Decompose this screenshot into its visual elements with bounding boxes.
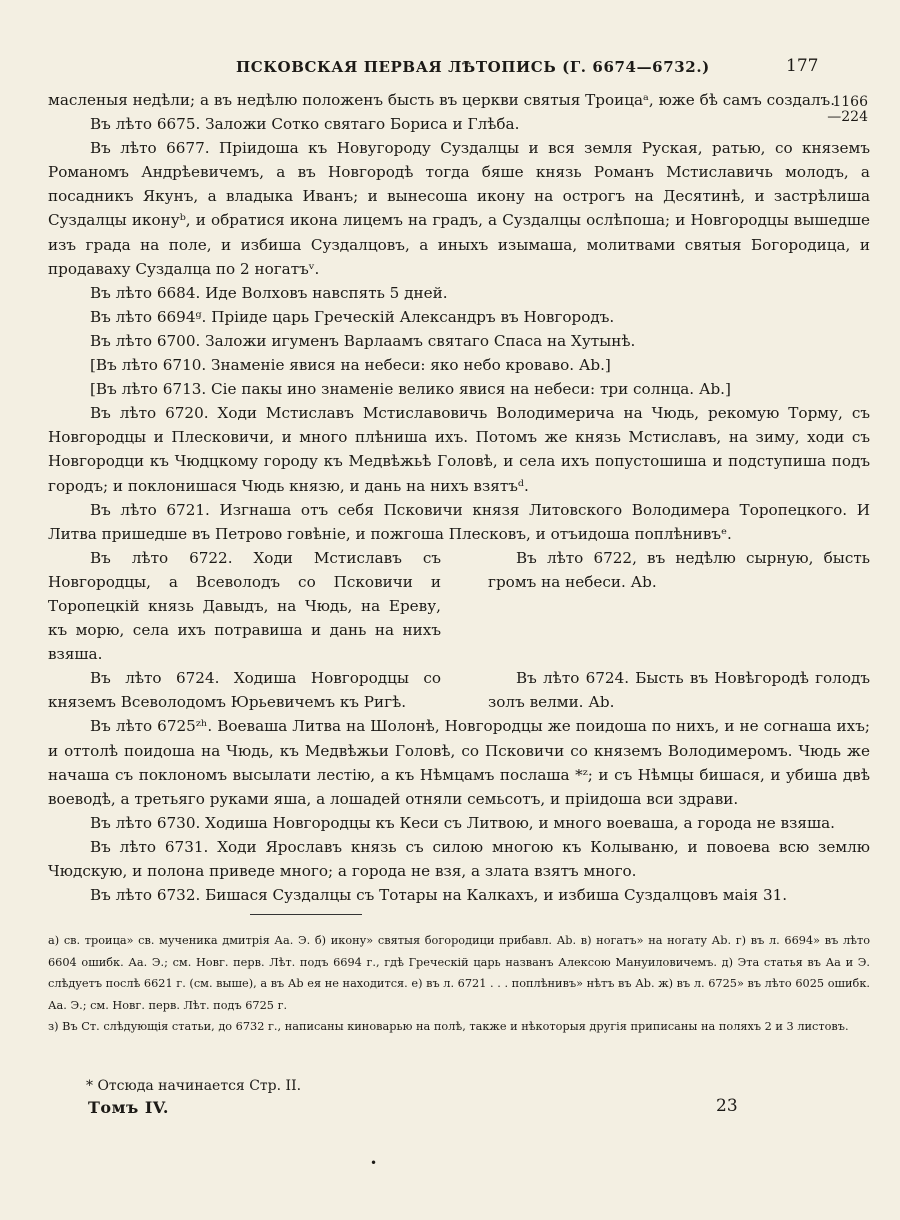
paragraph: Въ лѣто 6725ᶻʰ. Воеваша Литва на Шолонѣ, Новгородцы же поидоша по нихъ, и не согнаша ихъ; и оттолѣ поидоша на Чюдь, къ Медвѣжьи Головѣ, со Псковичи со княземъ Володимеромъ. Чюдь же начаша съ поклономъ высылати лестiю, а къ Нѣмцамъ послаша *ᶻ; и съ Нѣмцы бишася, и убиша двѣ воеводѣ, а третьяго руками яша, а лошадей отняли семьсотъ, и прiидоша вси здрави. (48, 717, 870, 808)
paragraph: Въ лѣто 6732. Бишася Суздалцы съ Тотары на Калкахъ, и избиша Суздалцовъ маiя 31. (90, 886, 788, 905)
footnotes (48, 930, 870, 1038)
paragraph: Въ лѣто 6730. Ходиша Новгородцы къ Кеси съ Литвою, и много воеваша, а города не взяша. (90, 813, 835, 832)
bottom-mark: • (370, 1156, 378, 1170)
two-column-block (48, 666, 870, 714)
paragraph: Въ лѣто 6731. Ходи Ярославъ князь съ силою многою къ Колываню, и повоева всю землю Чюдскую, и полона приведе много; а города не взя, а злата взятъ много. (48, 837, 870, 880)
volume-label: Томъ IV. (88, 1098, 169, 1117)
signature-mark: 23 (716, 1096, 738, 1116)
paragraph: Въ лѣто 6721. Изгнаша отъ себя Псковичи князя Литовского Володимера Торопецкого. И Литва пришедше въ Петрово говѣнiе, и пожгоша Плесковъ, и отъидоша поплѣнивъᵉ. (48, 500, 870, 543)
star-note: * Отсюда начинается Стр. II. (86, 1078, 302, 1094)
paragraph: Въ лѣто 6700. Заложи игуменъ Варлаамъ святаго Спаса на Хутынѣ. (90, 331, 636, 350)
right-column-entry: Въ лѣто 6722, въ недѣлю сырную, бысть громъ на небеси. Аb. (488, 548, 870, 591)
running-title: ПСКОВСКАЯ ПЕРВАЯ ЛѢТОПИСЬ (Г. 6674—6732.) (236, 58, 710, 76)
paragraph: [Въ лѣто 6710. Знаменiе явися на небеси: яко небо кроваво. Аb.] (90, 356, 611, 375)
paragraph: Въ лѣто 6677. Прiидоша къ Новугороду Суздалцы и вся земля Руская, ратью, со княземъ Романомъ Андрѣевичемъ, а въ Новгородѣ тогда бяше князь Романъ Мстиславичь молодъ, а посадникъ Якунъ, а владыка Иванъ; и вынесоша икону на острогъ на Десятинѣ, и застрѣлиша Суздалцы иконуᵇ, и обратися икона лицемъ на градъ, а Суздалцы ослѣпоша; и Новгородцы вышедше изъ града на поле, и избиша Суздалцовъ, а иныхъ изымаша, молитвами святыя Богородица, и продаваху Суздалца по 2 ногатъᵛ. (48, 139, 870, 278)
paragraph: [Въ лѣто 6713. Сiе пакы ино знаменiе велико явися на небеси: три солнца. Аb.] (90, 380, 731, 399)
paragraph: масленыя недѣли; а въ недѣлю положенъ бысть въ церкви святыя Троицаᵃ, юже бѣ самъ создалъ. (48, 91, 836, 109)
main-text (48, 88, 870, 907)
two-column-block (48, 546, 870, 666)
paragraph: Въ лѣто 6684. Иде Волховъ навспять 5 дней. (90, 283, 448, 302)
right-column-entry: Въ лѣто 6724. Бысть въ Новѣгородѣ голодъ золъ велми. Аb. (488, 669, 870, 712)
margin-year-top: 1166 (832, 94, 868, 110)
footnote: а) св. троица» св. мученика дмитрiя Аа. Э. б) икону» святыя богородици прибавл. Аb. в) ногатъ» на ногату Аb. г) въ л. 6694» въ лѣто 6604 ошибк. Аа. Э.; см. Новг. перв. Лѣт. подъ 6694 г., гдѣ Греческiй царь названъ Алексою Мануиловичемъ. д) Эта статья въ Аа и Э. слѣдуетъ послѣ 6621 г. (см. выше), а въ Аb ея не находится. е) въ л. 6721 . . . поплѣнивъ» нѣтъ въ Аb. ж) въ л. 6725» въ лѣто 6025 ошибк. Аа. Э.; см. Новг. перв. Лѣт. подъ 6725 г. (48, 934, 870, 1012)
margin-year-bottom: —224 (827, 109, 868, 125)
paragraph: Въ лѣто 6675. Заложи Сотко святаго Бориса и Глѣба. (90, 115, 520, 134)
paragraph: Въ лѣто 6694ᵍ. Прiиде царь Греческiй Александръ въ Новгородъ. (90, 307, 615, 326)
paragraph: Въ лѣто 6720. Ходи Мстиславъ Мстиславовичь Володимерича на Чюдь, рекомую Торму, съ Новгородцы и Плесковичи, и много плѣниша ихъ. Потомъ же князь Мстиславъ, на зиму, ходи съ Новгородци къ Чюдцкому городу къ Медвѣжьѣ Головѣ, и села ихъ попустошиша и подступиша подъ городъ; и поклонишася Чюдь князю, и дань на нихъ взятъᵈ. (48, 404, 870, 495)
left-column-entry: Въ лѣто 6722. Ходи Мстиславъ съ Новгородцы, а Всеволодъ со Псковичи и Торопецкiй князь Давыдъ, на Чюдь, на Ереву, къ морю, села ихъ потравиша и дань на нихъ взяша. (48, 548, 441, 664)
left-column-entry: Въ лѣто 6724. Ходиша Новгородцы со княземъ Всеволодомъ Юрьевичемъ къ Ригѣ. (48, 669, 441, 712)
footnote-divider (250, 914, 362, 915)
page-number: 177 (786, 56, 819, 76)
footnote: з) Въ Ст. слѣдующiя статьи, до 6732 г., написаны киноварью на полѣ, также и нѣкоторыя другiя приписаны на поляхъ 2 и 3 листовъ. (48, 1020, 849, 1034)
